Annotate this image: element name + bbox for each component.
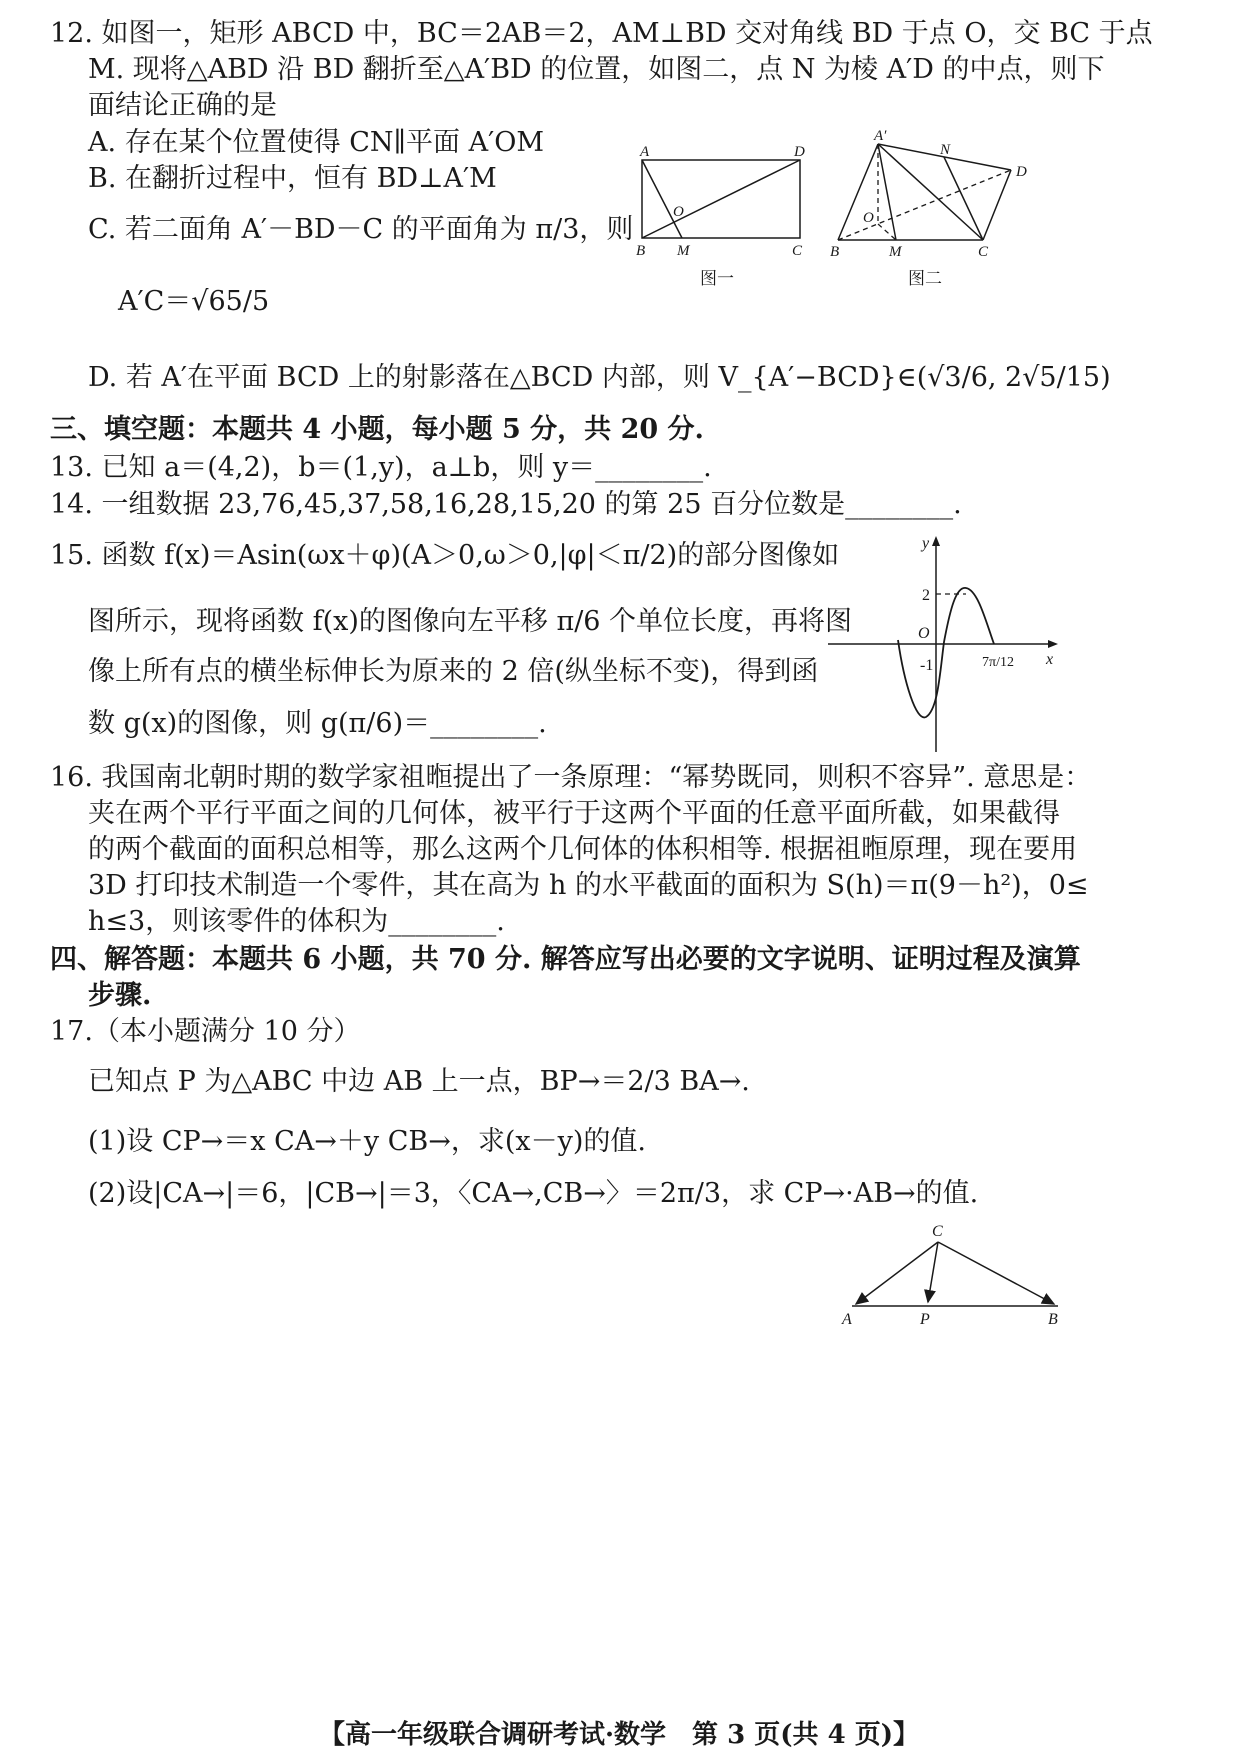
q17-label-b: B [1048,1311,1058,1328]
q12-option-a: A. 存在某个位置使得 CN∥平面 A′OM [88,127,544,158]
q12-stem-line-2: M. 现将△ABD 沿 BD 翻折至△A′BD 的位置，如图二，点 N 为棱 A′D 的中点，则下 [88,54,1105,85]
q15-line-2: 图所示，现将函数 f(x)的图像向左平移 π/6 个单位长度，再将图 [88,606,853,637]
fig1-label-o: O [673,204,684,220]
q12-option-b: B. 在翻折过程中，恒有 BD⊥A′M [88,163,497,194]
q12-option-c-result: A′C＝√65/5 [118,286,270,317]
fig2-label-a-prime: A′ [874,128,887,144]
q17-line-3: (2)设|CA→|＝6，|CB→|＝3，〈CA→,CB→〉＝2π/3，求 CP→·AB→的值. [88,1178,979,1209]
q17-triangle-figure [838,1222,1068,1332]
q14-text: 14. 一组数据 23,76,45,37,58,16,28,15,20 的第 25 百分位数是________. [50,489,962,520]
fig2-label-n: N [940,142,951,158]
q16-line-3: 的两个截面的面积总相等，那么这两个几何体的体积相等. 根据祖暅原理，现在要用 [88,834,1078,865]
fig2-label-d: D [1016,164,1027,180]
q15-line-4: 数 g(x)的图像，则 g(π/6)＝________. [88,708,547,739]
fig1-label-m: M [677,243,690,259]
q17-header: 17.（本小题满分 10 分） [50,1016,361,1047]
q16-line-1: 16. 我国南北朝时期的数学家祖暅提出了一条原理：“幂势既同，则积不容异”. 意思是： [50,762,1092,793]
fig2-label-o: O [863,210,874,226]
q12-stem-line-1: 12. 如图一，矩形 ABCD 中，BC＝2AB＝2，AM⊥BD 交对角线 BD 于点 O，交 BC 于点 [50,18,1153,49]
fig1-label-d: D [794,144,805,160]
q15-line-1: 15. 函数 f(x)＝Asin(ωx＋φ)(A＞0,ω＞0,|φ|＜π/2)的部分图像如 [50,540,840,571]
fig1-label-c: C [792,243,803,259]
fig1-label-b: B [636,243,646,259]
section-4-heading-1: 四、解答题：本题共 6 小题，共 70 分. 解答应写出必要的文字说明、证明过程及演算 [50,944,1081,975]
section-3-heading: 三、填空题：本题共 4 小题，每小题 5 分，共 20 分. [50,414,704,445]
q17-line-1: 已知点 P 为△ABC 中边 AB 上一点，BP→＝2/3 BA→. [88,1066,750,1097]
q15-sine-graph [828,532,1063,757]
q17-label-a: A [842,1311,852,1328]
fig1-label-a: A [640,144,650,160]
q16-line-4: 3D 打印技术制造一个零件，其在高为 h 的水平截面的面积为 S(h)＝π(9－h²)，0≤ [88,870,1089,901]
q15-label-2: 2 [922,587,930,604]
q17-label-p: P [920,1311,930,1328]
q17-line-2: (1)设 CP→＝x CA→＋y CB→，求(x－y)的值. [88,1126,646,1157]
fig2-label-c: C [978,244,989,260]
figure-2 [828,126,1043,296]
section-4-heading-2: 步骤. [88,980,152,1011]
q16-line-2: 夹在两个平行平面之间的几何体，被平行于这两个平面的任意平面所截，如果截得 [88,798,1060,829]
q15-label-o: O [918,625,930,642]
q15-label-7pi-12: 7π/12 [982,655,1014,670]
q12-option-d: D. 若 A′在平面 BCD 上的射影落在△BCD 内部，则 V_{A′−BCD}∈(√3/6, 2√5/15) [88,362,1111,393]
q17-label-c: C [932,1223,943,1240]
fig2-label-m: M [889,244,902,260]
fig2-caption: 图二 [908,269,942,288]
q15-label-y: y [922,535,930,552]
fig1-caption: 图一 [700,269,734,288]
q16-line-5: h≤3，则该零件的体积为________. [88,906,505,937]
q12-stem-line-3: 面结论正确的是 [88,90,277,121]
q15-label-x: x [1046,651,1054,668]
q13-text: 13. 已知 a＝(4,2)，b＝(1,y)，a⊥b，则 y＝________. [50,452,712,483]
figure-1 [630,140,820,295]
q15-label-minus-1: -1 [920,657,934,674]
q15-line-3: 像上所有点的横坐标伸长为原来的 2 倍(纵坐标不变)，得到函 [88,656,819,687]
page-footer: 【高一年级联合调研考试·数学 第 3 页(共 4 页)】 [318,1720,920,1750]
fig2-label-b: B [830,244,840,260]
q12-option-c: C. 若二面角 A′－BD－C 的平面角为 π/3，则 [88,214,634,245]
